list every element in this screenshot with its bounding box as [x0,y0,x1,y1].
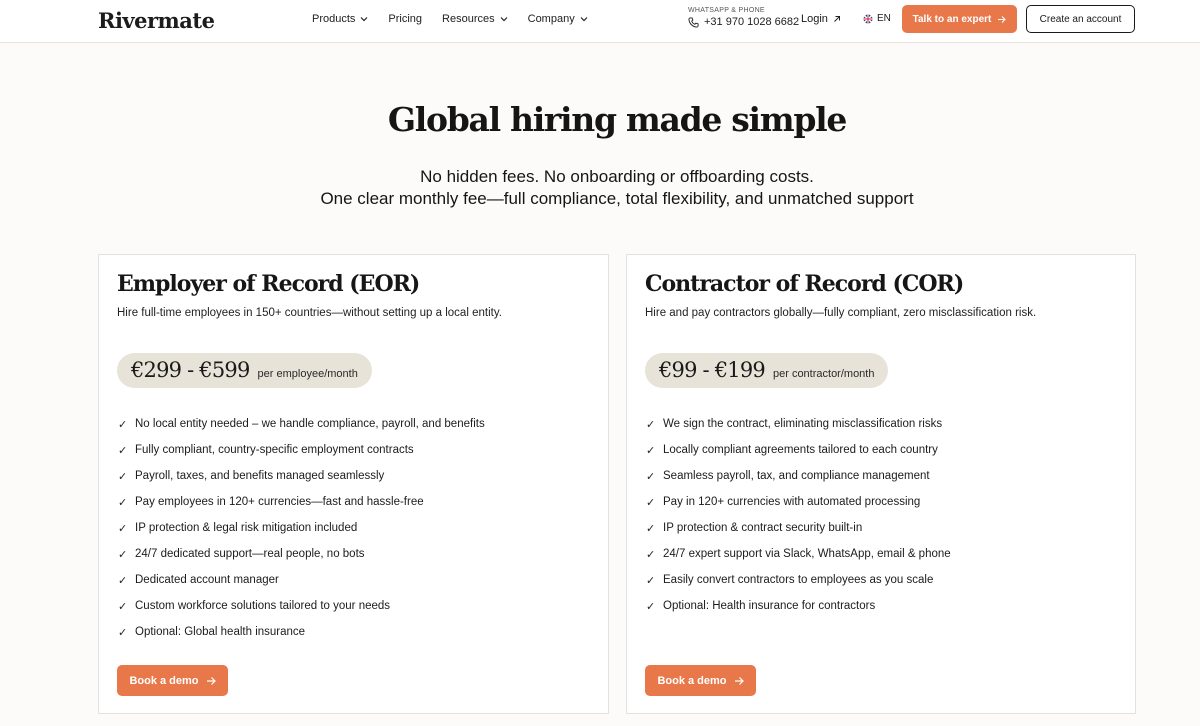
book-demo-label: Book a demo [657,674,727,687]
menu-item-products[interactable] [312,13,368,25]
check-icon: ✓ [646,470,656,483]
feature-item [646,437,951,463]
check-icon: ✓ [118,574,128,587]
feature-item [118,437,485,463]
check-icon: ✓ [118,470,128,483]
feature-text: Pay employees in 120+ currencies—fast and hassle-free [135,496,424,508]
feature-text: Custom workforce solutions tailored to your needs [135,600,391,612]
feature-text: Fully compliant, country-specific employment contracts [135,444,414,456]
create-account-button[interactable]: Create an account [1026,5,1135,33]
card-title: Contractor of Record (COR) [645,271,964,297]
hero-subtitle-line1: No hidden fees. No onboarding or offboarding costs. [420,167,814,186]
feature-item [646,567,951,593]
talk-button-label: Talk to an expert [912,13,992,25]
menu-item-label: Products [312,13,356,25]
feature-item [118,567,485,593]
arrow-right-icon [734,676,744,686]
feature-text: 24/7 expert support via Slack, WhatsApp, email & phone [663,548,951,560]
feature-item [646,541,951,567]
feature-item [646,489,951,515]
feature-text: IP protection & legal risk mitigation included [135,522,358,534]
check-icon: ✓ [118,444,128,457]
feature-item [118,619,485,645]
feature-item [118,463,485,489]
feature-item [646,515,951,541]
price-badge [117,353,372,388]
talk-to-expert-button[interactable] [902,5,1017,33]
menu-item-pricing[interactable] [388,13,422,25]
check-icon: ✓ [646,418,656,431]
feature-list [118,411,485,645]
book-demo-label: Book a demo [129,674,199,687]
feature-item [118,515,485,541]
feature-text: Optional: Health insurance for contractors [663,600,876,612]
pricing-card-eor [98,254,609,714]
book-demo-button[interactable] [645,665,756,696]
login-link[interactable] [801,13,841,25]
price-amount: €299 - €599 [131,358,250,382]
pricing-card-cor [626,254,1136,714]
feature-text: We sign the contract, eliminating misclassification risks [663,418,943,430]
card-title: Employer of Record (EOR) [117,271,420,297]
feature-item [646,411,951,437]
arrow-right-icon [997,15,1006,24]
arrow-right-icon [206,676,216,686]
hero-subtitle [0,166,1200,210]
feature-text: 24/7 dedicated support—real people, no bots [135,548,365,560]
price-amount: €99 - €199 [659,358,765,382]
feature-list [646,411,951,619]
check-icon: ✓ [118,418,128,431]
check-icon: ✓ [118,626,128,639]
contact-label: WHATSAPP & PHONE [688,7,765,14]
check-icon: ✓ [646,600,656,613]
feature-text: Pay in 120+ currencies with automated processing [663,496,921,508]
check-icon: ✓ [646,574,656,587]
feature-text: No local entity needed – we handle compliance, payroll, and benefits [135,418,485,430]
check-icon: ✓ [646,496,656,509]
feature-text: Easily convert contractors to employees as you scale [663,574,934,586]
hero-subtitle-line2: One clear monthly fee—full compliance, total flexibility, and unmatched support [320,189,914,208]
contact-phone-block[interactable] [688,7,799,28]
feature-text: Payroll, taxes, and benefits managed seamlessly [135,470,385,482]
card-description: Hire full-time employees in 150+ countries—without setting up a local entity. [117,307,502,319]
price-badge [645,353,888,388]
check-icon: ✓ [118,522,128,535]
chevron-down-icon [360,15,368,23]
book-demo-button[interactable] [117,665,228,696]
chevron-down-icon [580,15,588,23]
feature-text: Dedicated account manager [135,574,279,586]
price-unit: per employee/month [257,368,358,380]
feature-text: IP protection & contract security built-in [663,522,863,534]
feature-text: Locally compliant agreements tailored to each country [663,444,938,456]
check-icon: ✓ [118,548,128,561]
uk-flag-icon [863,14,873,24]
card-description: Hire and pay contractors globally—fully compliant, zero misclassification risk. [645,307,1037,319]
check-icon: ✓ [646,548,656,561]
feature-item [646,463,951,489]
feature-item [118,593,485,619]
phone-icon [688,17,699,28]
main-menu [312,13,608,25]
check-icon: ✓ [646,444,656,457]
feature-item [646,593,951,619]
price-unit: per contractor/month [772,368,875,380]
arrow-up-right-icon [833,15,841,23]
feature-item [118,411,485,437]
rivermate-logo[interactable]: Rivermate [98,8,215,33]
page-title: Global hiring made simple [387,100,847,139]
menu-item-label: Resources [442,13,495,25]
menu-item-company[interactable] [528,13,588,25]
check-icon: ✓ [646,522,656,535]
check-icon: ✓ [118,496,128,509]
feature-text: Seamless payroll, tax, and compliance management [663,470,930,482]
chevron-down-icon [500,15,508,23]
feature-text: Optional: Global health insurance [135,626,306,638]
menu-item-resources[interactable] [442,13,508,25]
feature-item [118,489,485,515]
menu-item-label: Pricing [388,13,423,25]
menu-item-label: Company [527,13,575,25]
login-label: Login [801,13,828,25]
top-navbar [0,0,1200,43]
check-icon: ✓ [118,600,128,613]
language-label: EN [877,13,891,24]
feature-item [118,541,485,567]
language-selector[interactable] [863,13,891,24]
contact-phone-number: +31 970 1028 6682 [704,16,800,28]
